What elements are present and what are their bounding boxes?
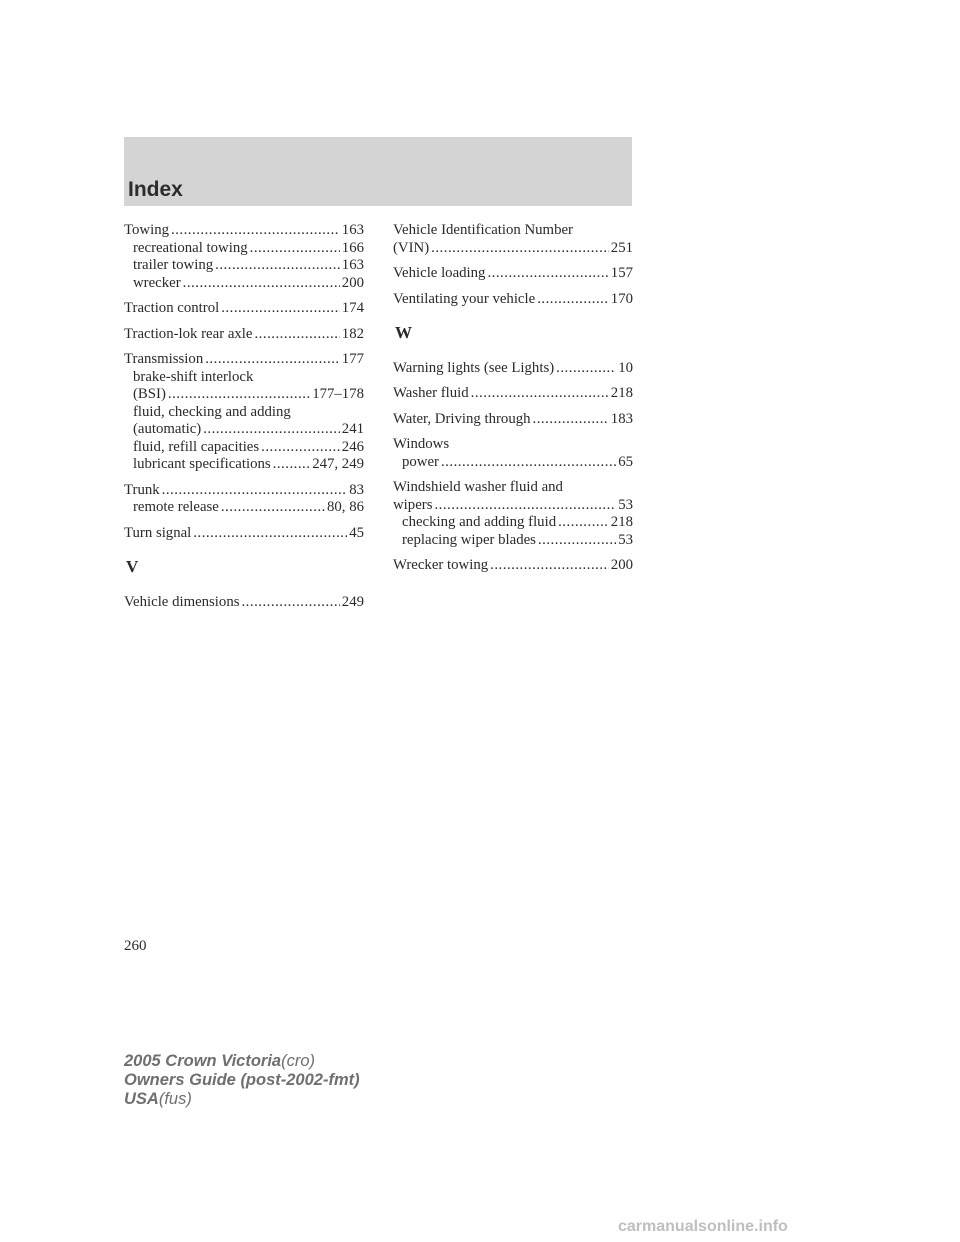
index-subentry: [124, 386, 364, 404]
entry-text: Traction control: [124, 300, 220, 316]
index-entry-line: [124, 300, 364, 318]
entry-text: Wrecker towing: [393, 557, 489, 573]
entry-text: power: [402, 453, 439, 470]
dot-leader: [205, 351, 340, 369]
index-entry-line: [393, 411, 633, 429]
entry-text: replacing wiper blades: [402, 531, 536, 548]
index-subentry: [124, 257, 364, 275]
page-reference: 80, 86: [327, 499, 364, 515]
page-title: Index: [128, 178, 183, 201]
page-reference: 170: [610, 290, 633, 307]
entry-text: Ventilating your vehicle: [393, 290, 536, 307]
page-reference: 218: [610, 385, 633, 401]
entry-text: Vehicle dimensions: [124, 593, 240, 610]
footer-market-code: (fus): [158, 1090, 192, 1108]
page-reference: 177–178: [312, 386, 364, 402]
page-number: 260: [124, 938, 147, 954]
dot-leader: [221, 499, 325, 517]
dot-leader: [193, 525, 347, 543]
dot-leader: [533, 411, 609, 429]
index-entry: [124, 222, 364, 292]
index-entry: [124, 594, 364, 612]
entry-text: fluid, checking and adding: [133, 403, 291, 420]
page-reference: 53: [618, 531, 633, 548]
index-subentry: [124, 439, 364, 457]
index-entry-line: [393, 360, 633, 378]
index-entry-line: [124, 594, 364, 612]
entry-text: Towing: [124, 222, 169, 238]
entry-text: Windshield washer fluid and: [393, 479, 563, 495]
index-entry-line: [393, 497, 633, 515]
page-reference: 249: [341, 593, 364, 610]
footer: [124, 1052, 360, 1109]
index-entry-line: [393, 557, 633, 575]
dot-leader: [215, 257, 340, 275]
page-reference: 53: [618, 496, 633, 513]
index-entry-line: [393, 222, 633, 240]
entry-text: remote release: [133, 499, 219, 515]
index-entry: [393, 265, 633, 283]
page-reference: 177: [341, 351, 364, 367]
index-subentry: [124, 456, 364, 474]
footer-market: USA: [124, 1090, 159, 1108]
dot-leader: [254, 326, 339, 344]
entry-text: Water, Driving through: [393, 410, 531, 427]
index-entry: [124, 326, 364, 344]
page-reference: 166: [341, 239, 364, 256]
page-reference: 182: [341, 325, 364, 342]
dot-leader: [171, 222, 340, 240]
entry-text: (VIN): [393, 239, 430, 256]
entry-text: Transmission: [124, 351, 204, 367]
page-reference: 45: [349, 524, 364, 541]
index-entry: [124, 300, 364, 318]
header-band: [124, 137, 632, 206]
entry-text: (automatic): [133, 421, 202, 437]
index-subentry: [124, 421, 364, 439]
dot-leader: [168, 386, 310, 404]
dot-leader: [434, 497, 616, 515]
entry-text: Traction-lok rear axle: [124, 325, 253, 342]
entry-text: lubricant specifications: [133, 456, 271, 472]
footer-model-code: (cro): [281, 1052, 316, 1070]
index-entry: [393, 479, 633, 549]
page-reference: 246: [341, 438, 364, 455]
index-subentry: [393, 532, 633, 550]
entry-text: checking and adding fluid: [402, 514, 557, 530]
dot-leader: [250, 240, 340, 258]
entry-text: wrecker: [133, 274, 181, 291]
index-entry-line: [124, 326, 364, 344]
index-entry-line: [124, 525, 364, 543]
entry-text: brake-shift interlock: [133, 368, 254, 385]
page-reference: 218: [610, 514, 633, 530]
index-entry: [393, 385, 633, 403]
page-reference: 200: [341, 274, 364, 291]
index-subentry: [124, 275, 364, 293]
dot-leader: [162, 482, 348, 500]
entry-text: Trunk: [124, 481, 160, 498]
section-letter: V: [126, 557, 139, 576]
dot-leader: [537, 291, 609, 309]
page-reference: 157: [610, 265, 633, 281]
page-reference: 163: [341, 257, 364, 273]
entry-text: Turn signal: [124, 524, 192, 541]
dot-leader: [203, 421, 340, 439]
entry-text: wipers: [393, 496, 433, 513]
index-subentry: [124, 369, 364, 387]
page-reference: 183: [610, 410, 633, 427]
dot-leader: [556, 360, 616, 378]
index-entry: [393, 411, 633, 429]
page-reference: 247, 249: [312, 456, 364, 472]
entry-text: recreational towing: [133, 239, 248, 256]
index-entry-line: [393, 385, 633, 403]
entry-text: fluid, refill capacities: [133, 438, 260, 455]
dot-leader: [241, 594, 339, 612]
entry-text: (BSI): [133, 386, 166, 402]
index-entry-line: [393, 265, 633, 283]
index-entry-line: [393, 479, 633, 497]
index-entry: [393, 557, 633, 575]
index-subentry: [124, 404, 364, 422]
page-reference: 65: [618, 453, 633, 470]
dot-leader: [221, 300, 340, 318]
index-entry: [393, 222, 633, 257]
index-column-right: [393, 222, 633, 583]
index-entry: [393, 436, 633, 471]
footer-guide: Owners Guide (post-2002-fmt): [124, 1071, 360, 1089]
page-reference: 200: [610, 557, 633, 573]
index-entry-line: [393, 436, 633, 454]
watermark: carmanualsonline.info: [618, 1218, 788, 1235]
entry-text: Warning lights (see Lights): [393, 359, 555, 376]
dot-leader: [558, 514, 609, 532]
page-reference: 10: [618, 359, 633, 376]
dot-leader: [490, 557, 609, 575]
index-entry: [124, 482, 364, 517]
index-entry-line: [124, 351, 364, 369]
index-entry-line: [393, 240, 633, 258]
entry-text: Vehicle Identification Number: [393, 222, 573, 238]
index-column-left: [124, 222, 364, 619]
footer-model: 2005 Crown Victoria: [124, 1052, 282, 1070]
index-entry-line: [124, 482, 364, 500]
index-entry-line: [124, 222, 364, 240]
index-subentry: [124, 240, 364, 258]
entry-text: Windows: [393, 436, 450, 452]
entry-text: trailer towing: [133, 257, 214, 273]
page-reference: 174: [341, 300, 364, 316]
page-reference: 251: [610, 239, 633, 256]
page-reference: 163: [341, 222, 364, 238]
entry-text: Washer fluid: [393, 385, 469, 401]
entry-text: Vehicle loading: [393, 265, 486, 281]
dot-leader: [261, 439, 340, 457]
index-entry: [393, 360, 633, 378]
dot-leader: [471, 385, 609, 403]
index-subentry: [393, 454, 633, 472]
dot-leader: [273, 456, 311, 474]
dot-leader: [441, 454, 616, 472]
page-reference: 241: [341, 421, 364, 437]
dot-leader: [183, 275, 340, 293]
index-entry: [393, 291, 633, 309]
page-reference: 83: [349, 481, 364, 498]
index-entry-line: [393, 291, 633, 309]
index-entry: [124, 525, 364, 543]
index-entry: [124, 351, 364, 474]
dot-leader: [431, 240, 609, 258]
section-letter: W: [395, 323, 412, 342]
index-subentry: [124, 499, 364, 517]
dot-leader: [487, 265, 608, 283]
dot-leader: [538, 532, 616, 550]
index-subentry: [393, 514, 633, 532]
